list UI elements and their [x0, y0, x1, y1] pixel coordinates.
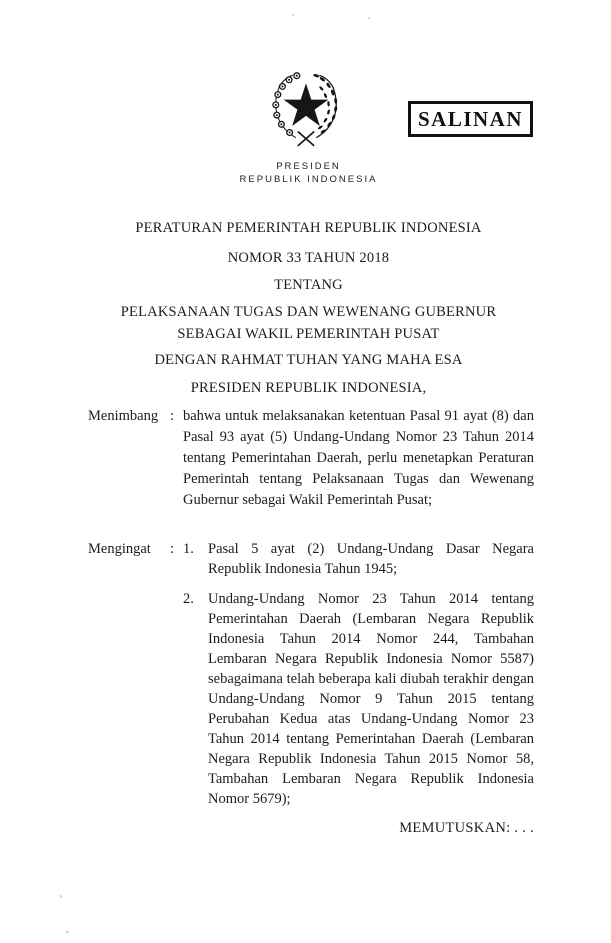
subject-line-1: PELAKSANAAN TUGAS DAN WEWENANG GUBERNUR — [120, 304, 497, 320]
presidential-seal-icon — [264, 72, 348, 150]
list-item-text: Undang-Undang Nomor 23 Tahun 2014 tentang Pemerintahan Daerah (Lembaran Negara Republik Indonesia Tahun 2014 Nomor 244, Tambahan Lembaran Negara Republik Indonesia Nomor 5587) sebagaimana telah beberapa kali diubah terakhir dengan Undang-Undang Nomor 9 Tahun 2015 tentang Perubahan Kedua atas Undang-Undang Nomor 23 Tahun 2014 tentang Pemerintahan Daerah (Lembaran Negara Republik Indonesia Tahun 2015 Nomor 58, Tambahan Lembaran Negara Republik Indonesia Nomor 5679); — [208, 591, 534, 807]
list-item — [183, 539, 534, 579]
invocation-line: DENGAN RAHMAT TUHAN YANG MAHA ESA — [154, 352, 463, 368]
scan-speck — [292, 14, 294, 16]
considerations-text: bahwa untuk melaksanakan ketentuan Pasal 91 ayat (8) dan Pasal 93 ayat (5) Undang-Undang Nomor 23 Tahun 2014 tentang Pemerintahan Daerah, perlu menetapkan Peraturan Pemerintah tentang Pelaksanaan Tugas dan Wewenang Gubernur sebagai Wakil Pemerintah Pusat; — [183, 408, 534, 508]
considerations-section — [88, 406, 534, 511]
scan-speck — [66, 931, 69, 933]
salinan-stamp — [408, 101, 533, 137]
tentang-label: TENTANG — [274, 277, 343, 293]
considerations-colon: : — [170, 408, 175, 424]
subject-line-2: SEBAGAI WAKIL PEMERINTAH PUSAT — [177, 326, 440, 342]
legal-basis-section — [88, 539, 534, 809]
considerations-label: Menimbang — [88, 408, 159, 424]
legal-basis-colon: : — [170, 541, 175, 557]
letterhead-line-presiden: PRESIDEN — [276, 161, 341, 172]
list-item — [183, 589, 534, 809]
document-number: NOMOR 33 TAHUN 2018 — [227, 250, 390, 266]
letterhead — [3, 161, 611, 186]
scan-speck — [368, 17, 370, 19]
issuer-line: PRESIDEN REPUBLIK INDONESIA, — [190, 380, 427, 396]
legal-basis-label: Mengingat — [88, 541, 151, 557]
list-item-number: 2. — [183, 591, 194, 607]
list-item-number: 1. — [183, 541, 194, 557]
memutuskan-continuation: MEMUTUSKAN: . . . — [399, 820, 534, 836]
document-title: PERATURAN PEMERINTAH REPUBLIK INDONESIA — [135, 220, 482, 236]
scan-speck — [60, 895, 62, 898]
legal-basis-items — [183, 539, 534, 809]
letterhead-line-republik-indonesia: REPUBLIK INDONESIA — [239, 173, 378, 185]
salinan-stamp-label: SALINAN — [417, 106, 524, 131]
list-item-text: Pasal 5 ayat (2) Undang-Undang Dasar Negara Republik Indonesia Tahun 1945; — [208, 541, 534, 577]
